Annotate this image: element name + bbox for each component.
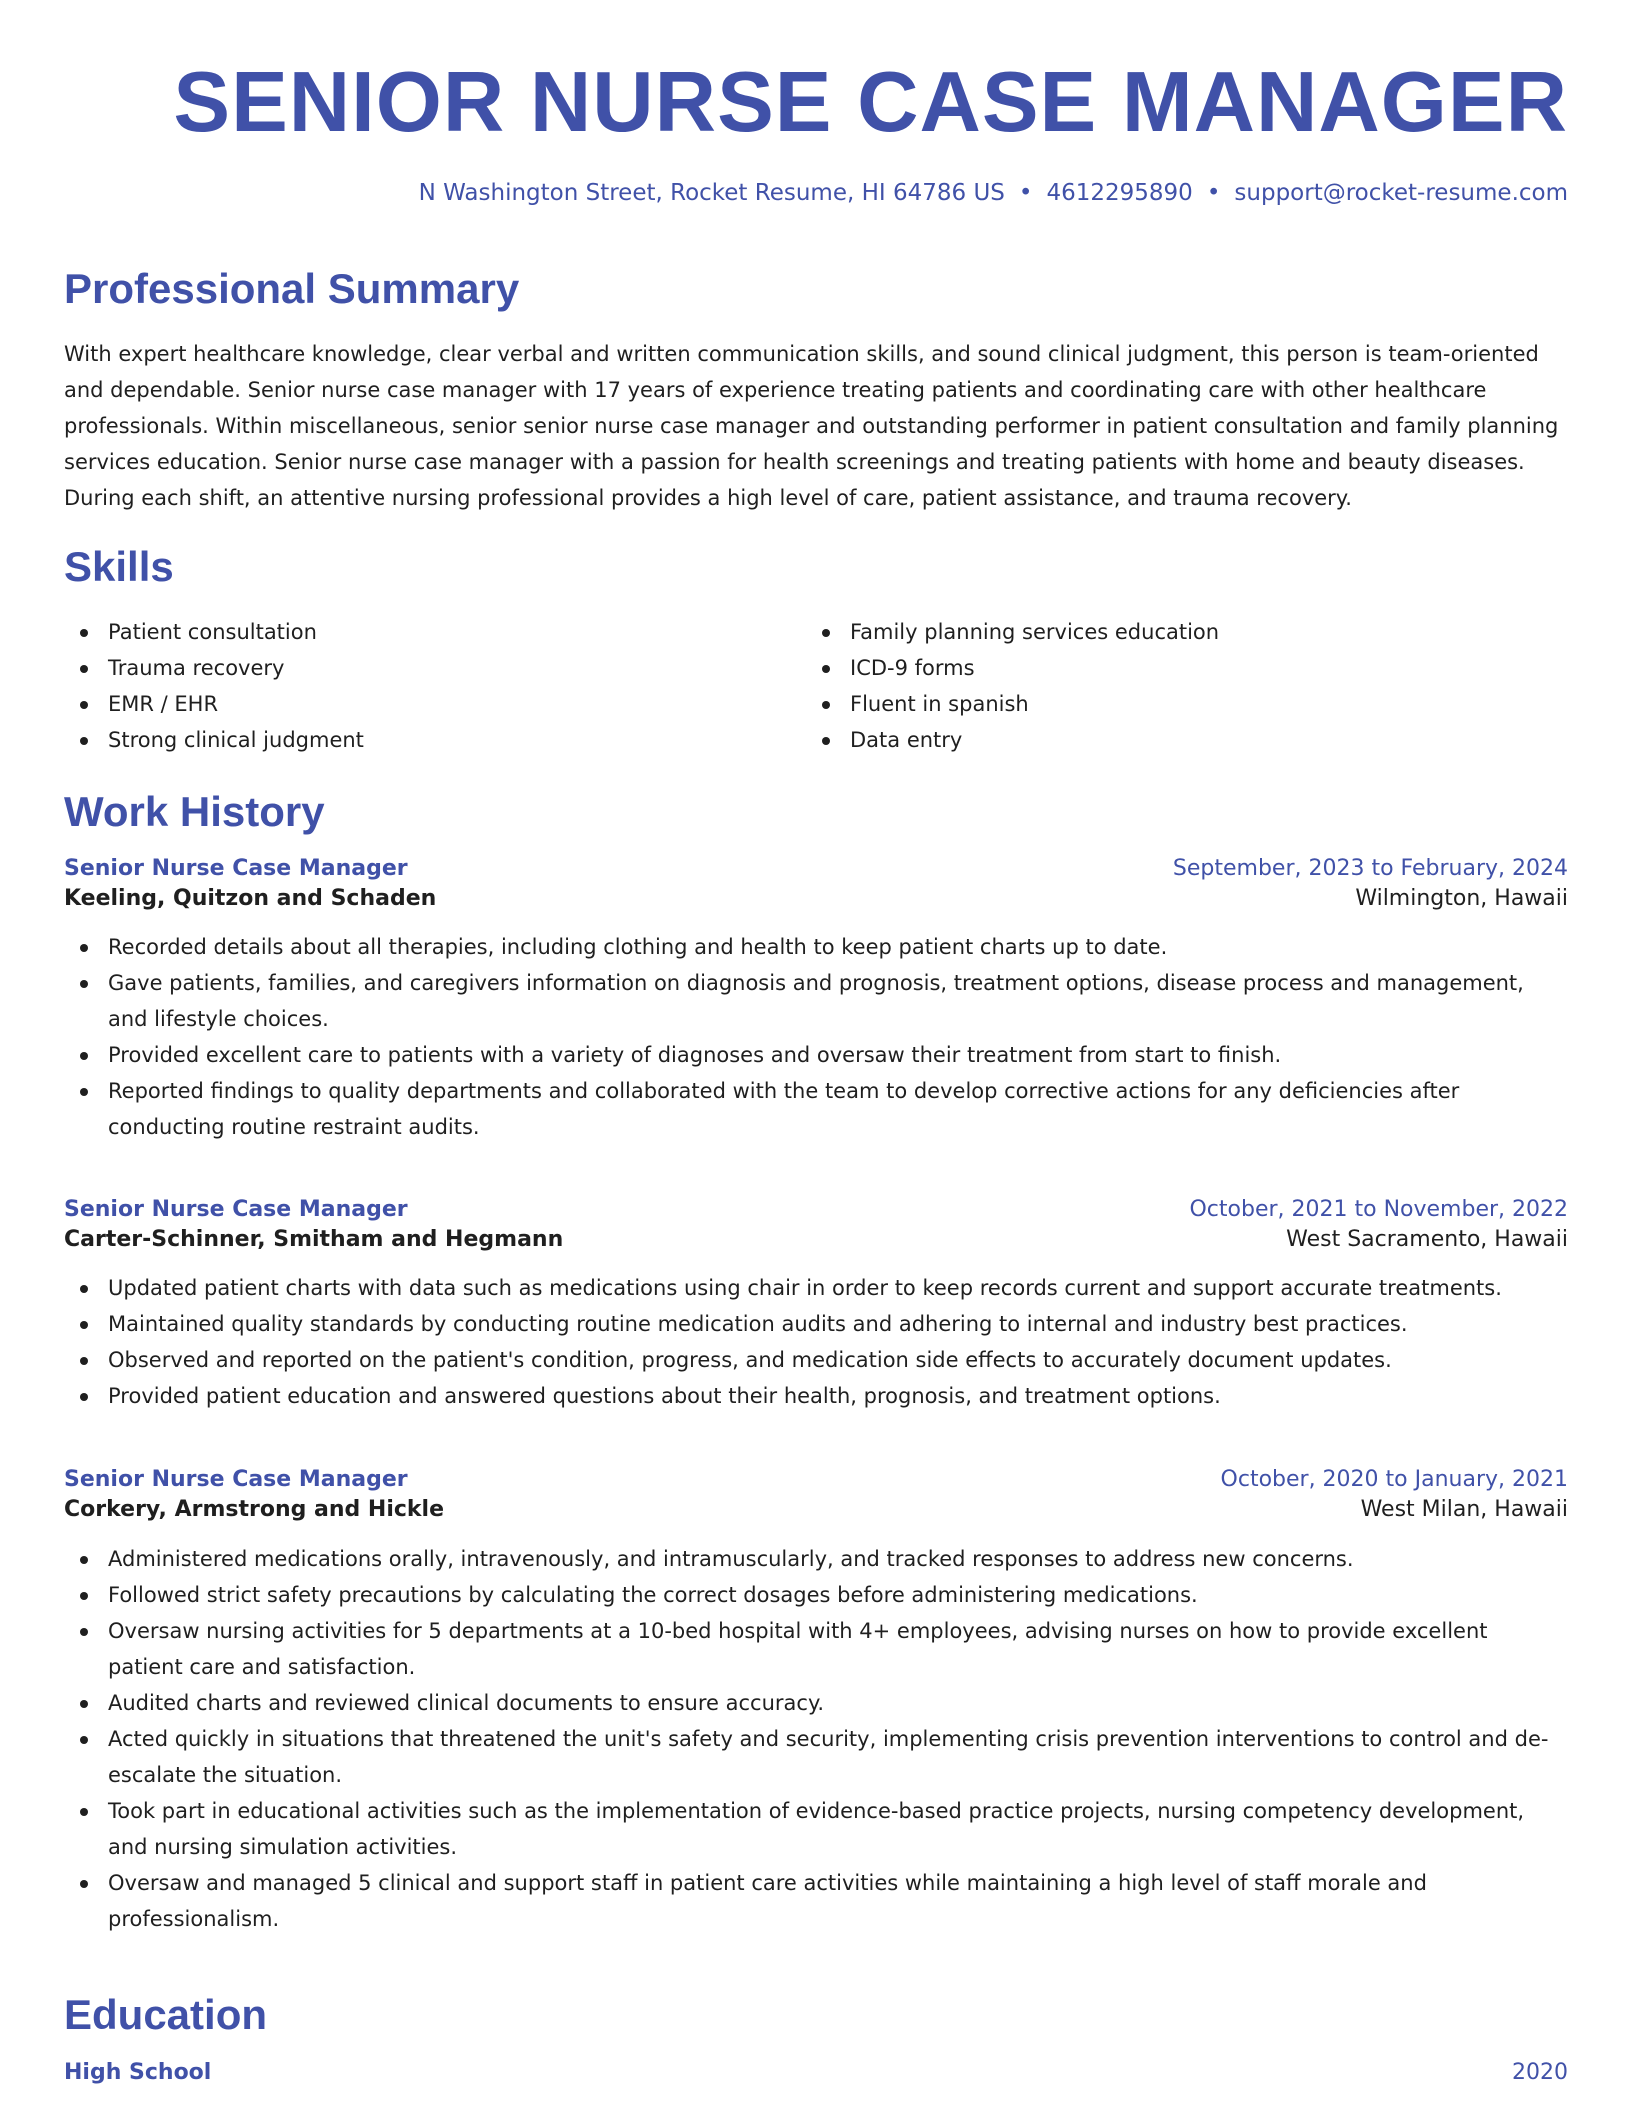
job-bullet: Administered medications orally, intravenously, and intramuscularly, and tracked responses to address new concerns.: [64, 1541, 1568, 1577]
contact-address: N Washington Street, Rocket Resume, HI 64786 US: [418, 180, 1005, 206]
skill-item: Strong clinical judgment: [64, 722, 806, 758]
job-bullet: Observed and reported on the patient's condition, progress, and medication side effects to accurately document updates.: [64, 1342, 1568, 1378]
job-bullet: Maintained quality standards by conducting routine medication audits and adhering to internal and industry best practices.: [64, 1306, 1568, 1342]
summary-text: With expert healthcare knowledge, clear verbal and written communication skills, and sound clinical judgment, this person is team-oriented and dependable. Senior nurse case manager with 17 years of experience treating patients and coordinating care with other healthcare professionals. Within miscellaneous, senior senior nurse case manager and outstanding performer in patient consultation and family planning services education. Senior nurse case manager with a passion for health screenings and treating patients with home and beauty diseases. During each shift, an attentive nursing professional provides a high level of care, patient assistance, and trauma recovery.: [64, 342, 1559, 510]
job-location: West Sacramento, Hawaii: [1286, 1227, 1568, 1252]
education-entry: [64, 2058, 1568, 2088]
skills-list: [64, 614, 1568, 758]
job-entry: [64, 1465, 1568, 1937]
contact-phone: 4612295890: [1046, 180, 1193, 206]
section-title-education: Education: [64, 1991, 268, 2038]
skill-item: Data entry: [806, 722, 1548, 758]
job-company: Keeling, Quitzon and Schaden: [64, 886, 437, 911]
job-company: Carter-Schinner, Smitham and Hegmann: [64, 1227, 564, 1252]
job-entry: [64, 1195, 1568, 1414]
job-dates: September, 2023 to February, 2024: [1172, 856, 1568, 881]
section-title-summary: Professional Summary: [64, 265, 520, 312]
job-header: [64, 854, 1568, 884]
job-bullet: Provided patient education and answered questions about their health, prognosis, and treatment options.: [64, 1378, 1568, 1414]
job-company-row: [64, 884, 1568, 914]
job-bullets: [64, 929, 1568, 1145]
job-company: Corkery, Armstrong and Hickle: [64, 1497, 445, 1522]
job-title: Senior Nurse Case Manager: [64, 1467, 408, 1492]
education-header: [64, 2058, 1568, 2088]
job-title: Senior Nurse Case Manager: [64, 1197, 408, 1222]
skill-item: Trauma recovery: [64, 650, 806, 686]
skill-item: ICD-9 forms: [806, 650, 1548, 686]
contact-email: support@rocket-resume.com: [1234, 180, 1568, 206]
job-bullet: Oversaw nursing activities for 5 departments at a 10-bed hospital with 4+ employees, advising nurses on how to provide excellent patient care and satisfaction.: [64, 1613, 1568, 1685]
skill-item: Fluent in spanish: [806, 686, 1548, 722]
job-bullet: Audited charts and reviewed clinical documents to ensure accuracy.: [64, 1685, 1568, 1721]
education-degree: High School: [64, 2060, 212, 2085]
job-company-row: [64, 1495, 1568, 1525]
section-title-work-history: Work History: [64, 788, 325, 835]
education-year: 2020: [1512, 2060, 1568, 2085]
contact-separator: •: [1206, 180, 1221, 206]
job-dates: October, 2020 to January, 2021: [1220, 1467, 1568, 1492]
skills-column-right: [806, 614, 1548, 758]
job-bullet: Oversaw and managed 5 clinical and support staff in patient care activities while maintaining a high level of staff morale and professionalism.: [64, 1865, 1568, 1937]
skills-column-left: [64, 614, 806, 758]
section-title-skills: Skills: [64, 543, 174, 590]
job-bullet: Gave patients, families, and caregivers information on diagnosis and prognosis, treatment options, disease process and management, and lifestyle choices.: [64, 965, 1568, 1037]
job-title: Senior Nurse Case Manager: [64, 856, 408, 881]
job-bullet: Updated patient charts with data such as medications using chair in order to keep records current and support accurate treatments.: [64, 1270, 1568, 1306]
job-bullet: Acted quickly in situations that threatened the unit's safety and security, implementing crisis prevention interventions to control and de-escalate the situation.: [64, 1721, 1568, 1793]
job-bullet: Took part in educational activities such as the implementation of evidence-based practice projects, nursing competency development, and nursing simulation activities.: [64, 1793, 1568, 1865]
job-header: [64, 1195, 1568, 1225]
job-bullets: [64, 1270, 1568, 1414]
job-bullet: Followed strict safety precautions by calculating the correct dosages before administering medications.: [64, 1577, 1568, 1613]
skill-item: Patient consultation: [64, 614, 806, 650]
job-bullet: Reported findings to quality departments and collaborated with the team to develop corrective actions for any deficiencies after conducting routine restraint audits.: [64, 1073, 1568, 1145]
resume-page: [64, 0, 1568, 2085]
contact-line: [64, 180, 1568, 206]
resume-name: SENIOR NURSE CASE MANAGER: [173, 55, 1568, 150]
job-bullets: [64, 1541, 1568, 1937]
job-location: West Milan, Hawaii: [1360, 1497, 1568, 1522]
job-bullet: Recorded details about all therapies, including clothing and health to keep patient charts up to date.: [64, 929, 1568, 965]
job-location: Wilmington, Hawaii: [1355, 886, 1568, 911]
job-company-row: [64, 1225, 1568, 1255]
job-entry: [64, 854, 1568, 1145]
job-bullet: Provided excellent care to patients with a variety of diagnoses and oversaw their treatment from start to finish.: [64, 1037, 1568, 1073]
job-header: [64, 1465, 1568, 1495]
contact-separator: •: [1018, 180, 1033, 206]
job-dates: October, 2021 to November, 2022: [1189, 1197, 1568, 1222]
skill-item: Family planning services education: [806, 614, 1548, 650]
skill-item: EMR / EHR: [64, 686, 806, 722]
